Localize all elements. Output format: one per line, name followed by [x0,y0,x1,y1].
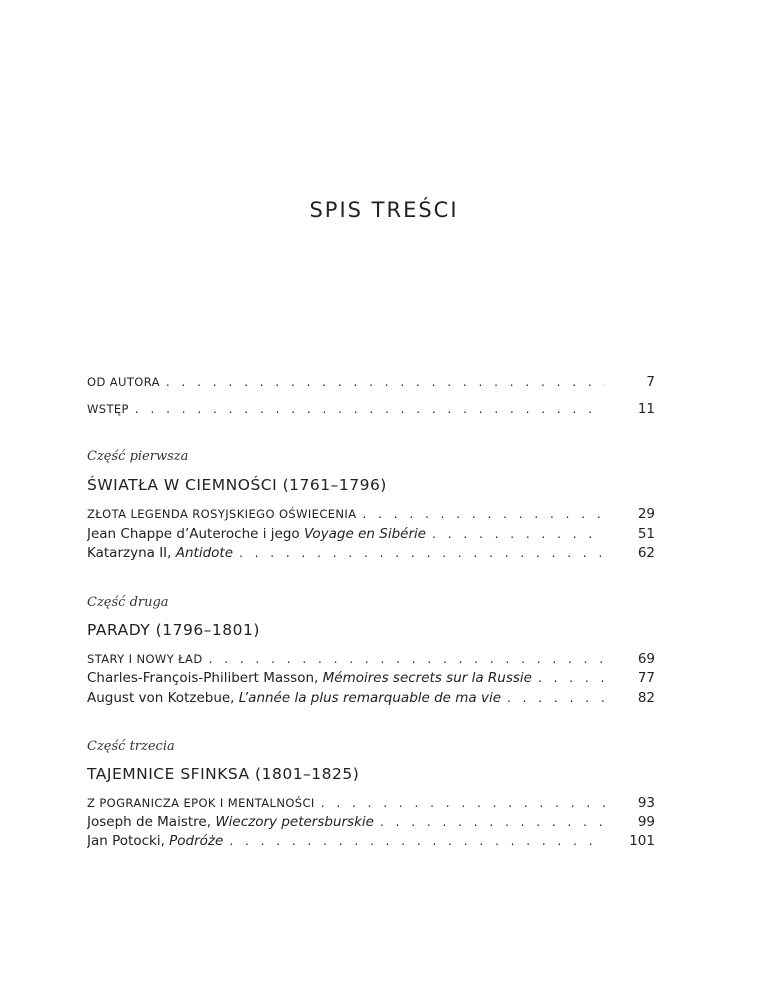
toc-author: Katarzyna II, [87,545,176,561]
toc-line[interactable] [87,689,605,707]
toc-entry [87,525,426,543]
toc-entry [87,813,374,831]
toc-page-number: 7 [646,374,655,390]
part-title: ŚWIATŁA W CIEMNOŚCI (1761–1796) [87,476,387,494]
part-title: PARADY (1796–1801) [87,621,260,639]
toc-entry [87,544,233,562]
toc-work: Voyage en Sibérie [303,526,427,542]
toc-line[interactable] [87,813,605,831]
toc-section-head: ZŁOTA LEGENDA ROSYJSKIEGO OŚWIECENIA [87,507,357,521]
part-label: Część druga [87,595,169,610]
toc-page-number: 69 [637,651,655,667]
toc-line[interactable] [87,505,605,523]
toc-line[interactable] [87,525,605,543]
toc-page-number: 101 [629,833,655,849]
toc-author: Joseph de Maistre, [87,814,216,830]
toc-entry [87,832,223,850]
toc-work: Antidote [175,545,234,561]
toc-line-wstep[interactable] [87,400,605,418]
toc-author: August von Kotzebue, [87,690,239,706]
leader-dots [166,373,605,391]
toc-line[interactable] [87,794,605,812]
toc-author: Charles-François-Philibert Masson, [87,670,323,686]
toc-entry [87,689,501,707]
toc-line[interactable] [87,669,605,687]
toc-line[interactable] [87,650,605,668]
leader-dots [363,505,606,523]
toc-page-number: 99 [637,814,655,830]
toc-work: L’année la plus remarquable de ma vie [238,690,502,706]
toc-line-od-autora[interactable] [87,373,605,391]
toc-page-number: 77 [637,670,655,686]
toc-line[interactable] [87,832,605,850]
toc-page-number: 93 [637,795,655,811]
toc-section-head: Z POGRANICZA EPOK I MENTALNOŚCI [87,796,315,810]
leader-dots [209,650,605,668]
part-title: TAJEMNICE SFINKSA (1801–1825) [87,765,360,783]
leader-dots [229,832,605,850]
leader-dots [507,689,605,707]
part-label: Część pierwsza [87,449,189,464]
leader-dots [321,794,605,812]
toc-author: Jean Chappe d’Auteroche i jego [87,526,304,542]
leader-dots [135,400,605,418]
toc-page-number: 51 [637,526,655,542]
toc-author: Jan Potocki, [87,833,170,849]
toc-page-number: 82 [637,690,655,706]
part-label: Część trzecia [87,739,175,754]
toc-work: Mémoires secrets sur la Russie [322,670,532,686]
leader-dots [538,669,605,687]
toc-page-number: 62 [637,545,655,561]
toc-page-number: 29 [637,506,655,522]
toc-section-head: STARY I NOWY ŁAD [87,652,203,666]
toc-work: Podróże [169,833,224,849]
leader-dots [380,813,605,831]
toc-line[interactable] [87,544,605,562]
leader-dots [432,525,605,543]
page-title: SPIS TREŚCI [309,198,459,222]
toc-work: Wieczory petersburskie [215,814,374,830]
toc-entry-label: WSTĘP [87,402,129,416]
toc-entry-label: OD AUTORA [87,375,160,389]
toc-entry [87,669,532,687]
toc-page-number: 11 [637,401,655,417]
leader-dots [239,544,605,562]
